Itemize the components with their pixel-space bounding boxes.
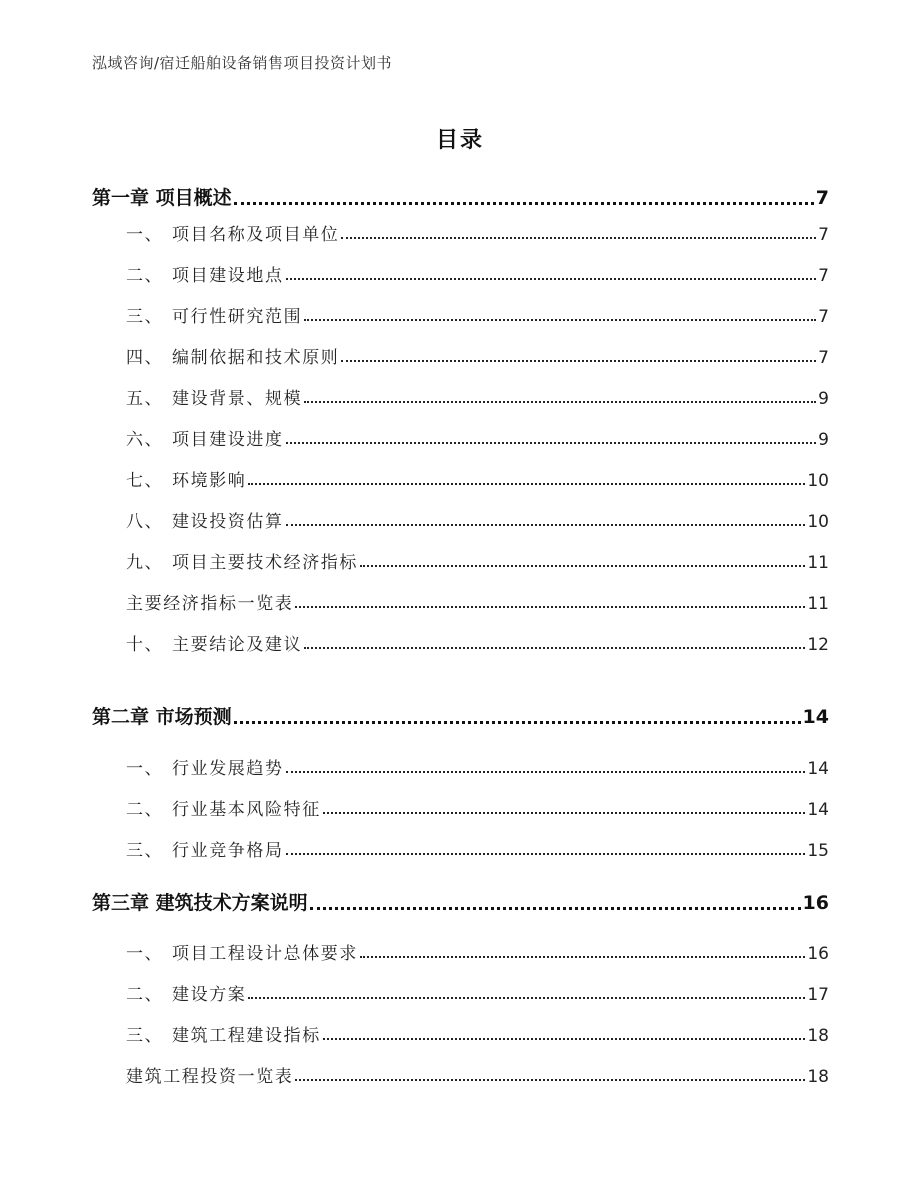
toc-entry-text: 建设方案 xyxy=(172,985,247,1005)
toc-dot-leader xyxy=(295,1079,805,1081)
toc-entry-number: 十、 xyxy=(126,635,164,655)
toc-dot-leader xyxy=(304,319,816,321)
toc-page-number: 18 xyxy=(807,1026,829,1046)
toc-entry-number: 四、 xyxy=(126,348,164,368)
toc-section-entry[interactable] xyxy=(126,939,829,964)
toc-dot-leader xyxy=(286,278,817,280)
toc-dot-leader xyxy=(248,483,805,485)
toc-entry-label xyxy=(126,630,302,655)
toc-entry-label xyxy=(126,589,293,614)
toc-entry-label xyxy=(126,302,302,327)
toc-entry-number: 二、 xyxy=(126,985,164,1005)
toc-entry-label xyxy=(126,754,284,779)
toc-entry-text: 编制依据和技术原则 xyxy=(172,348,340,368)
toc-entry-label xyxy=(126,261,284,286)
toc-page-number: 10 xyxy=(807,512,829,532)
toc-entry-label xyxy=(92,183,232,210)
toc-section-entry[interactable] xyxy=(126,1062,829,1087)
toc-section-entry[interactable] xyxy=(126,630,829,655)
toc-entry-label xyxy=(126,466,246,491)
toc-entry-text: 第三章 建筑技术方案说明 xyxy=(92,892,308,914)
toc-entry-text: 第二章 市场预测 xyxy=(92,706,232,728)
toc-dot-leader xyxy=(286,524,806,526)
toc-section-entry[interactable] xyxy=(126,343,829,368)
toc-page-number: 9 xyxy=(818,430,829,450)
toc-page-number: 12 xyxy=(807,635,829,655)
toc-entry-label xyxy=(126,836,284,861)
toc-page-number: 7 xyxy=(818,348,829,368)
toc-page-number: 7 xyxy=(818,307,829,327)
toc-entry-number: 九、 xyxy=(126,553,164,573)
toc-section-entry[interactable] xyxy=(126,836,829,861)
toc-entry-text: 项目名称及项目单位 xyxy=(172,225,340,245)
toc-entry-label xyxy=(126,795,321,820)
toc-entry-label xyxy=(126,939,358,964)
toc-entry-label xyxy=(126,507,284,532)
toc-page-number: 11 xyxy=(807,594,829,614)
toc-entry-label xyxy=(92,888,308,915)
toc-page-number: 17 xyxy=(807,985,829,1005)
toc-entry-number: 七、 xyxy=(126,471,164,491)
toc-page-number: 14 xyxy=(807,800,829,820)
toc-entry-text: 主要结论及建议 xyxy=(172,635,303,655)
toc-entry-label xyxy=(126,1021,321,1046)
toc-entry-label xyxy=(92,702,232,729)
toc-entry-number: 六、 xyxy=(126,430,164,450)
toc-entry-label xyxy=(126,425,284,450)
toc-entry-label xyxy=(126,980,246,1005)
toc-entry-text: 项目建设进度 xyxy=(172,430,284,450)
toc-entry-number: 一、 xyxy=(126,225,164,245)
toc-title: 目录 xyxy=(435,128,484,153)
toc-dot-leader xyxy=(304,401,816,403)
toc-entry-text: 可行性研究范围 xyxy=(172,307,303,327)
toc-page-number: 16 xyxy=(802,892,829,914)
toc-dot-leader xyxy=(323,1038,806,1040)
toc-page-number: 14 xyxy=(807,759,829,779)
toc-section-entry[interactable] xyxy=(126,795,829,820)
toc-page-number: 16 xyxy=(807,944,829,964)
toc-entry-label xyxy=(126,220,339,245)
toc-section-entry[interactable] xyxy=(126,589,829,614)
toc-entry-text: 第一章 项目概述 xyxy=(92,187,232,209)
toc-section-entry[interactable] xyxy=(126,548,829,573)
toc-entry-text: 建筑工程投资一览表 xyxy=(126,1067,294,1087)
toc-section-entry[interactable] xyxy=(126,466,829,491)
toc-section-entry[interactable] xyxy=(126,507,829,532)
toc-dot-leader xyxy=(323,812,806,814)
toc-entry-text: 行业发展趋势 xyxy=(172,759,284,779)
toc-entry-number: 三、 xyxy=(126,841,164,861)
toc-entry-text: 行业基本风险特征 xyxy=(172,800,321,820)
toc-section-entry[interactable] xyxy=(126,261,829,286)
toc-entry-text: 主要经济指标一览表 xyxy=(126,594,294,614)
toc-dot-leader xyxy=(310,907,801,910)
running-header: 泓域咨询/宿迁船舶设备销售项目投资计划书 xyxy=(92,54,393,72)
toc-page-number: 18 xyxy=(807,1067,829,1087)
toc-entry-text: 建筑工程建设指标 xyxy=(172,1026,321,1046)
toc-entry-label xyxy=(126,1062,293,1087)
toc-entry-text: 项目工程设计总体要求 xyxy=(172,944,358,964)
toc-page-number: 10 xyxy=(807,471,829,491)
toc-entry-number: 八、 xyxy=(126,512,164,532)
toc-entry-number: 一、 xyxy=(126,944,164,964)
toc-entry-number: 二、 xyxy=(126,266,164,286)
toc-chapter-entry[interactable] xyxy=(92,702,829,729)
toc-entry-label xyxy=(126,548,358,573)
toc-section-entry[interactable] xyxy=(126,220,829,245)
toc-dot-leader xyxy=(360,956,805,958)
toc-chapter-entry[interactable] xyxy=(92,183,829,210)
toc-entry-label xyxy=(126,343,339,368)
toc-chapter-entry[interactable] xyxy=(92,888,829,915)
toc-dot-leader xyxy=(360,565,805,567)
toc-page-number: 15 xyxy=(807,841,829,861)
toc-entry-text: 项目主要技术经济指标 xyxy=(172,553,358,573)
toc-section-entry[interactable] xyxy=(126,1021,829,1046)
toc-dot-leader xyxy=(341,360,816,362)
toc-entry-number: 三、 xyxy=(126,307,164,327)
toc-section-entry[interactable] xyxy=(126,302,829,327)
toc-entry-text: 建设投资估算 xyxy=(172,512,284,532)
toc-page-number: 11 xyxy=(807,553,829,573)
toc-section-entry[interactable] xyxy=(126,754,829,779)
toc-dot-leader xyxy=(234,202,814,205)
toc-dot-leader xyxy=(234,721,801,724)
toc-dot-leader xyxy=(286,442,817,444)
toc-section-entry[interactable] xyxy=(126,425,829,450)
toc-entry-number: 五、 xyxy=(126,389,164,409)
toc-entry-number: 一、 xyxy=(126,759,164,779)
toc-page-number: 7 xyxy=(818,225,829,245)
toc-entry-text: 项目建设地点 xyxy=(172,266,284,286)
toc-section-entry[interactable] xyxy=(126,980,829,1005)
toc-entry-number: 二、 xyxy=(126,800,164,820)
toc-dot-leader xyxy=(286,771,806,773)
toc-entry-number: 三、 xyxy=(126,1026,164,1046)
toc-dot-leader xyxy=(286,853,806,855)
toc-section-entry[interactable] xyxy=(126,384,829,409)
toc-dot-leader xyxy=(304,647,805,649)
toc-page-number: 7 xyxy=(818,266,829,286)
toc-dot-leader xyxy=(248,997,805,999)
toc-dot-leader xyxy=(295,606,805,608)
toc-page-number: 14 xyxy=(802,706,829,728)
toc-dot-leader xyxy=(341,237,816,239)
toc-page-number: 9 xyxy=(818,389,829,409)
toc-entry-text: 建设背景、规模 xyxy=(172,389,303,409)
toc-entry-text: 行业竞争格局 xyxy=(172,841,284,861)
toc-page-number: 7 xyxy=(815,187,829,209)
toc-entry-label xyxy=(126,384,302,409)
toc-entry-text: 环境影响 xyxy=(172,471,247,491)
